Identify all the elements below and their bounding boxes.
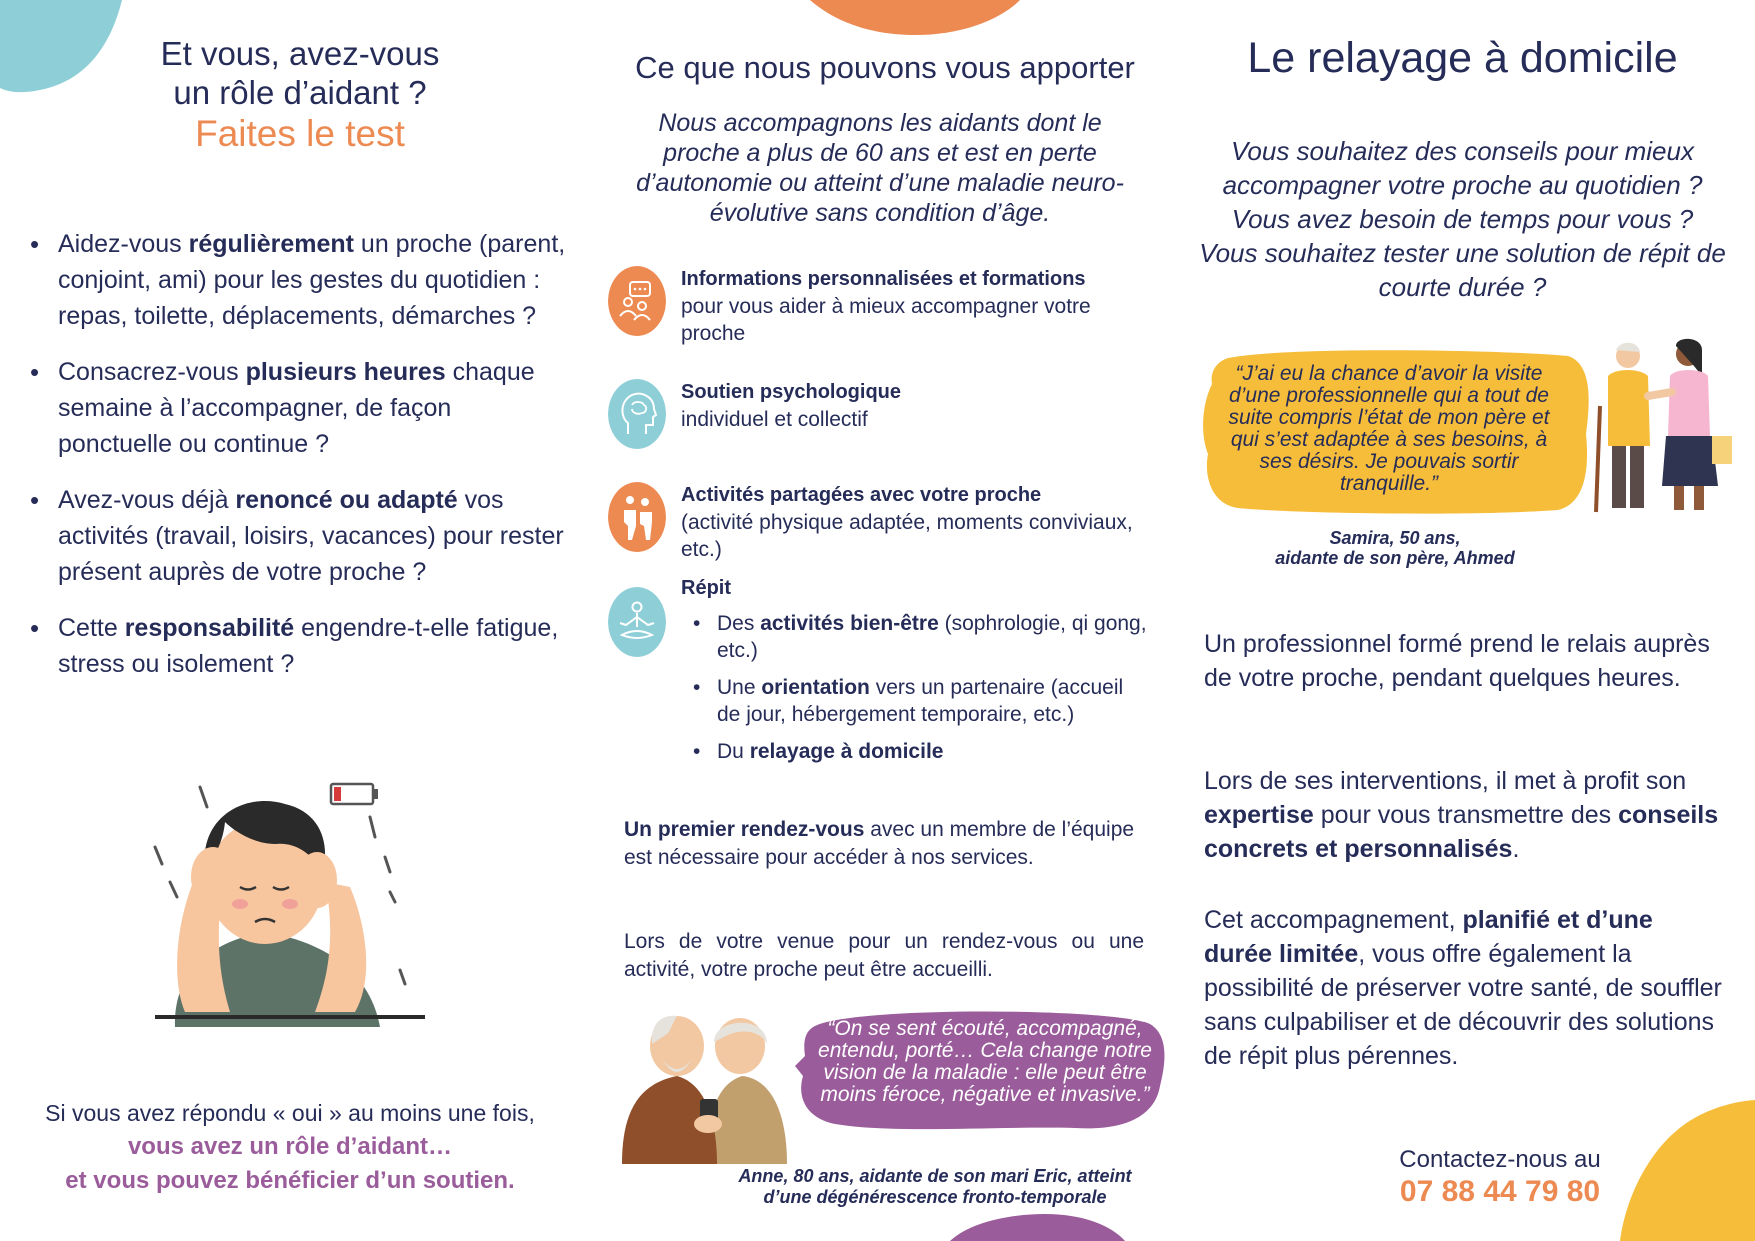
meditation-icon [608, 587, 666, 657]
purple-blob-bottom [950, 1214, 1125, 1241]
question-item: • Cette responsabilité engendre-t-elle fatigue, stress ou isolement ? [30, 610, 570, 682]
conclusion-highlight-2: et vous pouvez bénéficier d’un soutien. [65, 1167, 515, 1194]
feature-shared-activities [608, 482, 1168, 561]
left-title-highlight: Faites le test [195, 113, 405, 154]
feature-psychological-support [608, 379, 1168, 454]
feature-title: Répit [681, 577, 731, 599]
right-questions [1190, 134, 1735, 304]
feature-text: individuel et collectif [681, 408, 868, 431]
brain-head-icon [608, 379, 666, 449]
respite-item: • Une orientation vers un partenaire (accueil de jour, hébergement temporaire, etc.) [681, 674, 1151, 728]
question-line: Vous souhaitez des conseils pour mieux accompagner votre proche au quotidien ? [1222, 136, 1703, 200]
conclusion-text: Si vous avez répondu « oui » au moins une fois, [45, 1100, 535, 1126]
people-activity-icon [608, 482, 666, 552]
question-line: Vous avez besoin de temps pour vous ? [1231, 204, 1694, 234]
right-paragraph-2: Lors de ses interventions, il met à profit son expertise pour vous transmettre des conseils concrets et personnalisés. [1204, 767, 1719, 863]
feature-text: (activité physique adaptée, moments conviviaux, etc.) [681, 511, 1133, 561]
question-line: Vous souhaitez tester une solution de répit de courte durée ? [1199, 238, 1726, 302]
right-paragraph-3: Cet accompagnement, planifié et d’une durée limitée, vous offre également la possibilité de préserver votre santé, de souffler sans culpabiliser et de découvrir des solutions de répit plus pérennes. [1204, 906, 1722, 1070]
feature-information [608, 266, 1168, 356]
chat-people-icon [608, 266, 666, 336]
feature-title: Activités partagées avec votre proche [681, 484, 1042, 506]
middle-intro: Nous accompagnons les aidants dont le proche a plus de 60 ans et est en perte d’autonomie ou atteint d’une maladie neuro-évolutive sans condition d’âge. [636, 109, 1124, 227]
question-item: • Aidez-vous régulièrement un proche (parent, conjoint, ami) pour les gestes du quotidien : repas, toilette, déplacements, démarches ? [30, 226, 570, 334]
low-battery-icon [331, 784, 378, 804]
stressed-person-illustration [145, 772, 435, 1037]
self-test-question-list [30, 226, 570, 702]
feature-respite [608, 575, 1168, 775]
right-quote: “J’ai eu la chance d’avoir la visite d’une professionnelle qui a tout de suite compris l’état de mon père et qui s’est adaptée à ses besoins, à ses désirs. Je pouvais sortir tranquille.” [1228, 362, 1550, 495]
first-appointment-text: Un premier rendez-vous avec un membre de l’équipe est nécessaire pour accéder à nos services. [624, 818, 1135, 869]
feature-title: Soutien psychologique [681, 381, 902, 403]
respite-item: • Du relayage à domicile [681, 738, 1151, 765]
respite-list [681, 610, 1151, 765]
middle-quote: “On se sent écouté, accompagné, entendu, porté… Cela change notre vision de la maladie : elle peut être moins féroce, négative et invasive.” [818, 1017, 1152, 1106]
left-title-line1: Et vous, avez-vous [160, 35, 440, 72]
left-conclusion [0, 1096, 580, 1198]
caregiver-walking-illustration [1590, 336, 1735, 516]
middle-quote-author: Anne, 80 ans, aidante de son mari Eric, atteint d’une dégénérescence fronto-temporale [738, 1166, 1132, 1207]
elderly-couple-illustration [622, 1004, 792, 1164]
question-item: • Avez-vous déjà renoncé ou adapté vos activités (travail, loisirs, vacances) pour rester présent auprès de votre proche ? [30, 482, 570, 590]
contact-label: Contactez-nous au [1399, 1146, 1601, 1173]
visit-text: Lors de votre venue pour un rendez-vous ou une activité, votre proche peut être accueilli. [624, 930, 1144, 981]
left-title [0, 34, 600, 153]
conclusion-highlight-1: vous avez un rôle d’aidant… [127, 1133, 453, 1160]
feature-text: pour vous aider à mieux accompagner votre proche [681, 295, 1091, 345]
middle-title: Ce que nous pouvons vous apporter [635, 50, 1135, 85]
orange-blob-top [810, 0, 1020, 40]
right-paragraph-1: Un professionnel formé prend le relais auprès de votre proche, pendant quelques heures. [1204, 630, 1710, 692]
left-title-line2: un rôle d’aidant ? [173, 74, 427, 111]
feature-title: Informations personnalisées et formations [681, 268, 1086, 290]
right-quote-author: Samira, 50 ans, aidante de son père, Ahmed [1275, 528, 1515, 568]
phone-number-link[interactable]: 07 88 44 79 80 [1399, 1175, 1601, 1208]
contact-block [1350, 1144, 1650, 1208]
respite-item: • Des activités bien-être (sophrologie, qi gong, etc.) [681, 610, 1151, 664]
question-item: • Consacrez-vous plusieurs heures chaque semaine à l’accompagner, de façon ponctuelle ou continue ? [30, 354, 570, 462]
right-title: Le relayage à domicile [1247, 34, 1678, 82]
